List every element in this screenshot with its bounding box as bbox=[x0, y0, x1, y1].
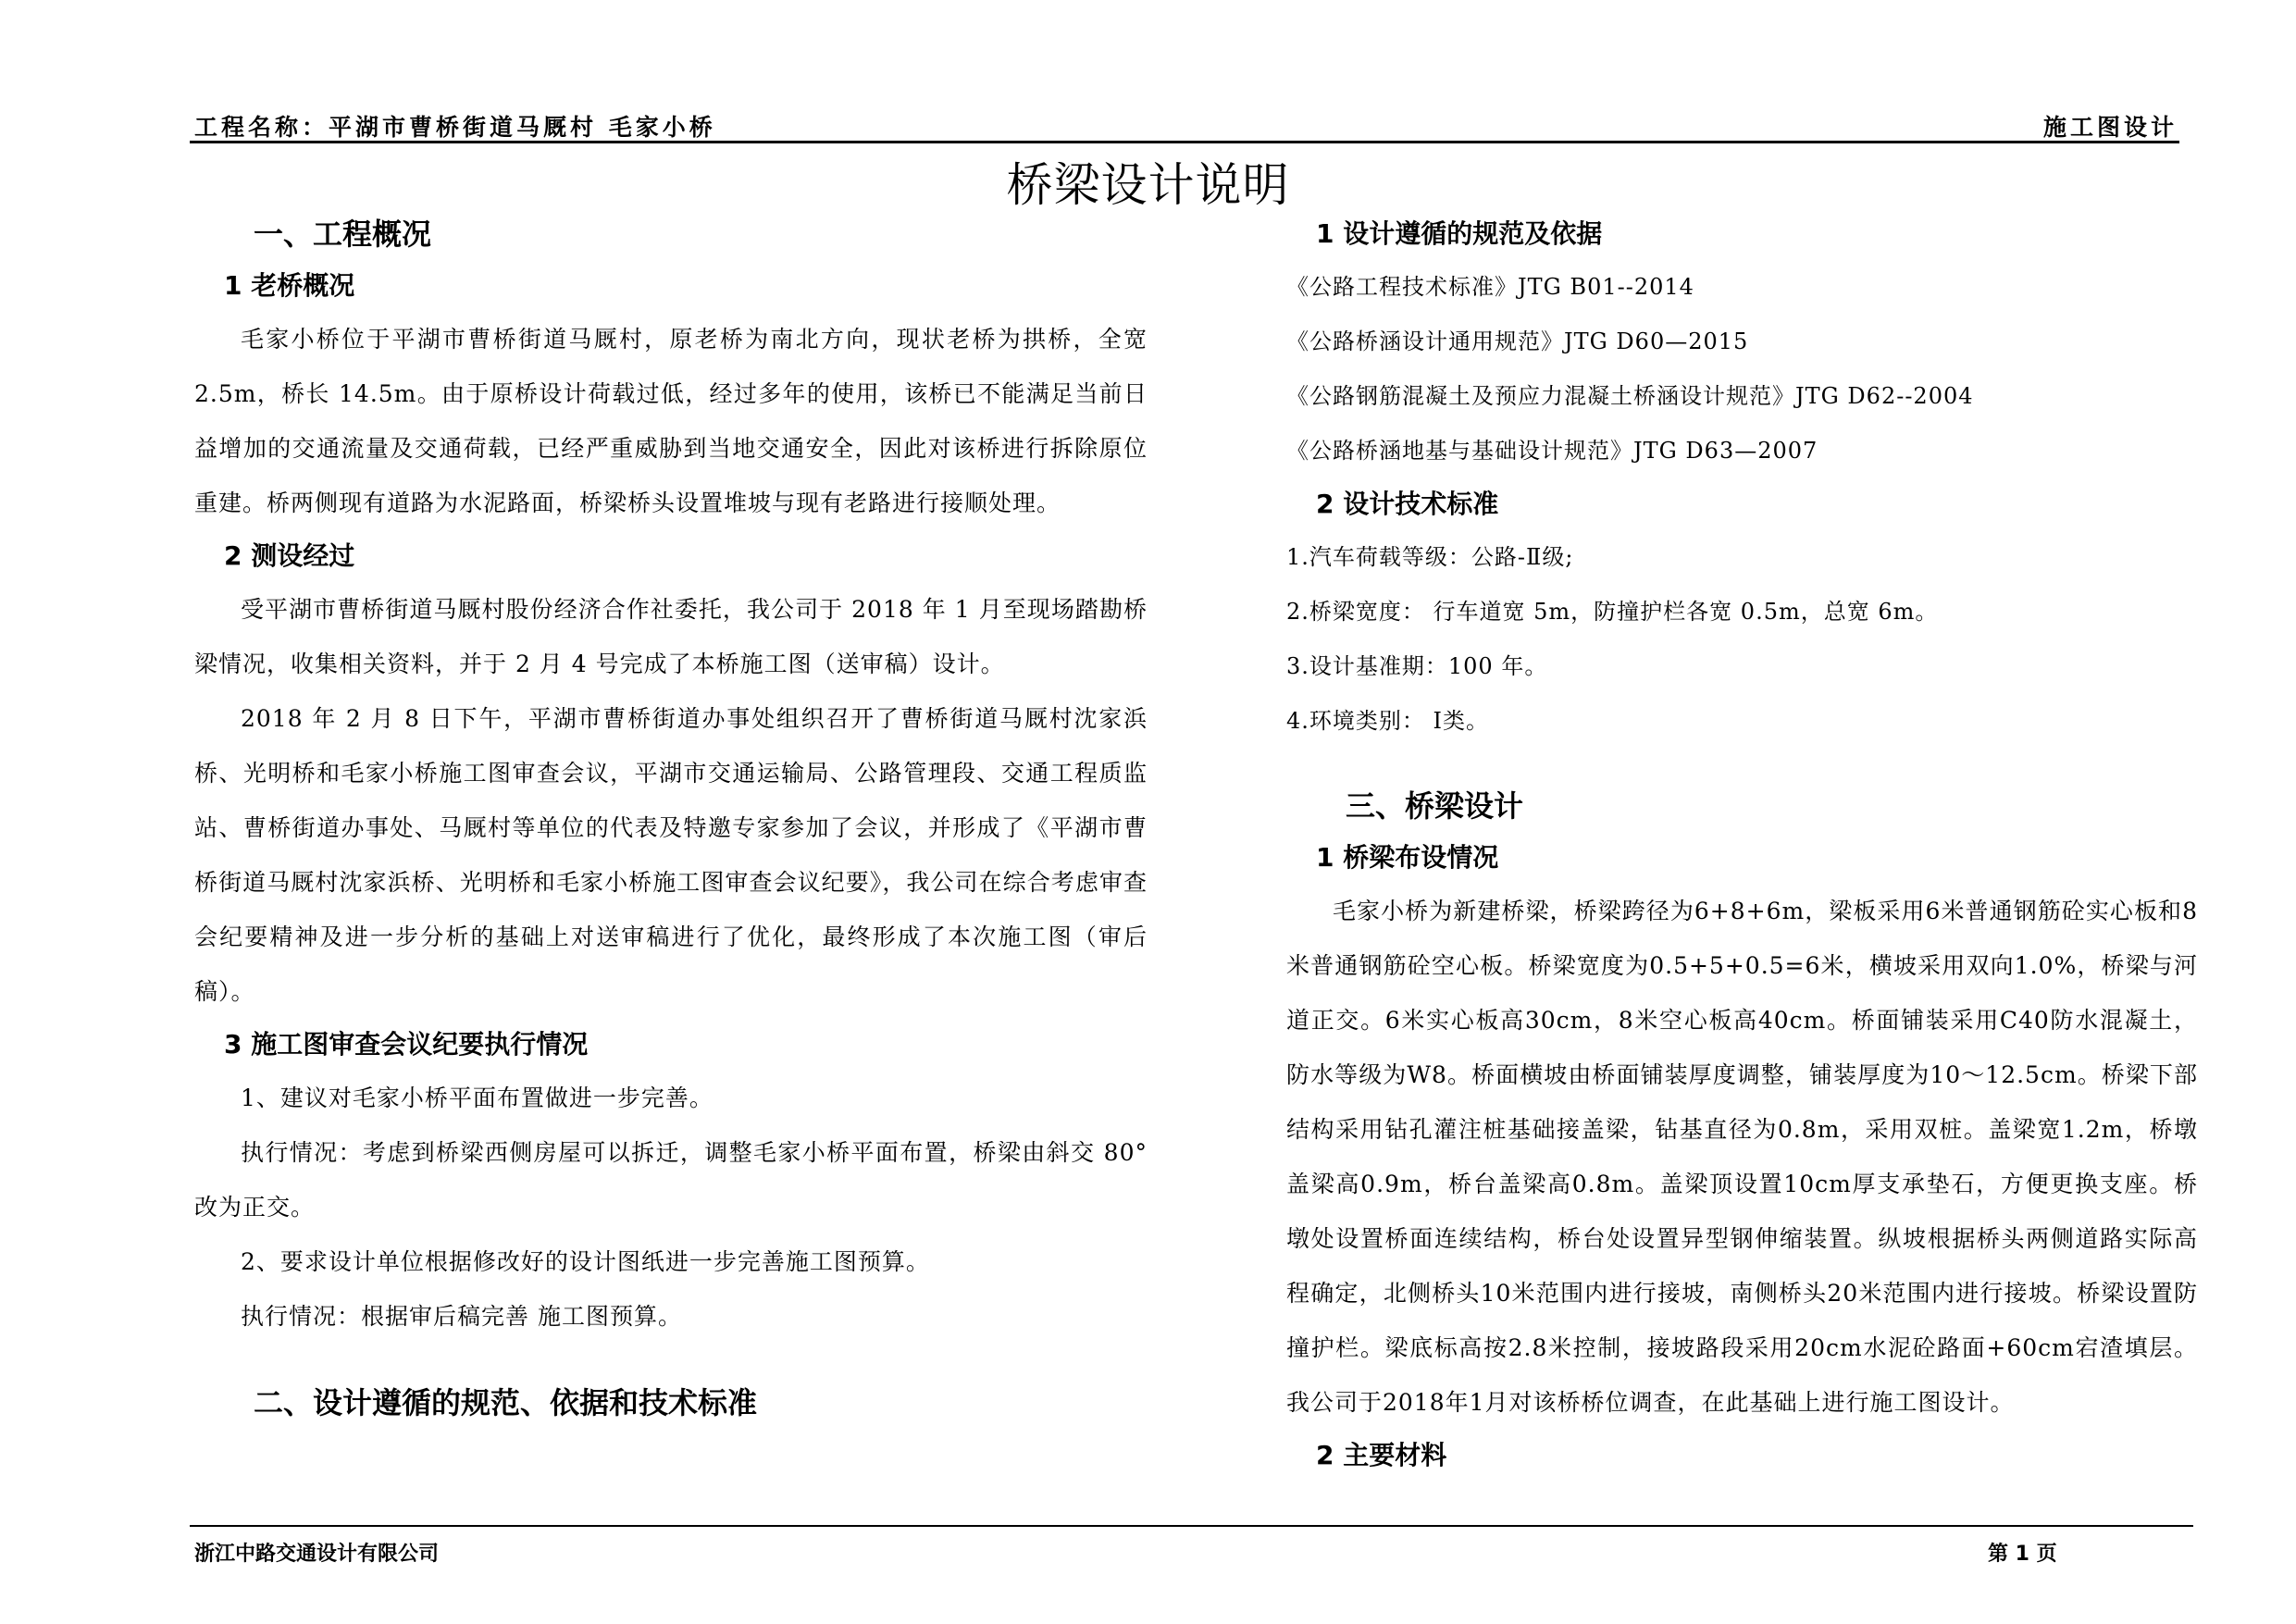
page-number: 第 1 页 bbox=[1988, 1543, 2057, 1566]
subheading-materials: 2 主要材料 bbox=[1316, 1440, 1447, 1470]
design-stage-header: 施工图设计 bbox=[2042, 114, 2178, 141]
header-rule bbox=[190, 141, 2179, 143]
subheading-codes: 1 设计遵循的规范及依据 bbox=[1316, 218, 1603, 249]
tech-standard-item: 3.设计基准期：100 年。 bbox=[1286, 653, 1548, 679]
code-reference: 《公路桥涵地基与基础设计规范》JTG D63—2007 bbox=[1286, 438, 1818, 464]
code-reference: 《公路桥涵设计通用规范》JTG D60—2015 bbox=[1286, 329, 1749, 354]
section-spacer bbox=[194, 1344, 1148, 1377]
company-name: 浙江中路交通设计有限公司 bbox=[194, 1543, 440, 1566]
section-heading-standards: 二、设计遵循的规范、依据和技术标准 bbox=[254, 1385, 758, 1420]
tech-standard-item: 2.桥梁宽度： 行车道宽 5m，防撞护栏各宽 0.5m，总宽 6m。 bbox=[1286, 599, 1939, 625]
section-heading-overview: 一、工程概况 bbox=[254, 217, 432, 252]
tech-standard-item: 4.环境类别： Ⅰ类。 bbox=[1286, 708, 1490, 734]
paragraph-review-meeting: 2018 年 2 月 8 日下午，平湖市曹桥街道办事处组织召开了曹桥街道马厩村沈家浜桥、光明桥和毛家小桥施工图审查会议，平湖市交通运输局、公路管理段、交通工程质监站、曹桥街道办事处、马厩村等单位的代表及特邀专家参加了会议，并形成了《平湖市曹桥街道马厩村沈家浜桥、光明桥和毛家小桥施工图审查会议纪要》，我公司在综合考虑审查会纪要精神及进一步分析的基础上对送审稿进行了优化，最终形成了本次施工图（审后稿）。 bbox=[194, 705, 1148, 1005]
subheading-tech-standards: 2 设计技术标准 bbox=[1316, 489, 1499, 519]
project-name-header: 工程名称：平湖市曹桥街道马厩村 毛家小桥 bbox=[194, 114, 716, 141]
subheading-survey: 2 测设经过 bbox=[224, 540, 355, 571]
code-reference: 《公路工程技术标准》JTG B01--2014 bbox=[1286, 274, 1694, 300]
paragraph-item-1: 1、建议对毛家小桥平面布置做进一步完善。 bbox=[241, 1085, 714, 1111]
subheading-review-minutes: 3 施工图审查会议纪要执行情况 bbox=[224, 1029, 589, 1060]
section-heading-bridge-design: 三、桥梁设计 bbox=[1346, 788, 1524, 824]
subheading-old-bridge: 1 老桥概况 bbox=[224, 270, 355, 301]
paragraph-old-bridge: 毛家小桥位于平湖市曹桥街道马厩村，原老桥为南北方向，现状老桥为拱桥，全宽 2.5m，桥长 14.5m。由于原桥设计荷载过低，经过多年的使用，该桥已不能满足当前日益增加的交通流量及交通荷载，已经严重威胁到当地交通安全，因此对该桥进行拆除原位重建。桥两侧现有道路为水泥路面，桥梁桥头设置堆坡与现有老路进行接顺处理。 bbox=[194, 326, 1148, 516]
right-column bbox=[1286, 208, 2198, 1481]
paragraph-execution-2: 执行情况：根据审后稿完善 施工图预算。 bbox=[241, 1303, 682, 1330]
paragraph-item-2: 2、要求设计单位根据修改好的设计图纸进一步完善施工图预算。 bbox=[241, 1248, 930, 1275]
section-spacer bbox=[1286, 749, 2198, 780]
tech-standard-item: 1.汽车荷载等级：公路-Ⅱ级; bbox=[1286, 544, 1574, 570]
paragraph-survey: 受平湖市曹桥街道马厩村股份经济合作社委托，我公司于 2018 年 1 月至现场踏勘桥梁情况，收集相关资料，并于 2 月 4 号完成了本桥施工图（送审稿）设计。 bbox=[194, 596, 1148, 677]
subheading-layout: 1 桥梁布设情况 bbox=[1316, 842, 1499, 873]
code-reference: 《公路钢筋混凝土及预应力混凝土桥涵设计规范》JTG D62--2004 bbox=[1286, 383, 1974, 409]
footer-rule bbox=[190, 1525, 2193, 1527]
paragraph-bridge-layout: 毛家小桥为新建桥梁，桥梁跨径为6+8+6m，梁板采用6米普通钢筋砼实心板和8米普通钢筋砼空心板。桥梁宽度为0.5+5+0.5=6米，横坡采用双向1.0%，桥梁与河道正交。6米实心板高30cm，8米空心板高40cm。桥面铺装采用C40防水混凝土，防水等级为W8。桥面横坡由桥面铺装厚度调整，铺装厚度为10～12.5cm。桥梁下部结构采用钻孔灌注桩基础接盖梁，钻基直径为0.8m，采用双桩。盖梁宽1.2m，桥墩盖梁高0.9m，桥台盖梁高0.8m。盖梁顶设置10cm厚支承垫石，方便更换支座。桥墩处设置桥面连续结构，桥台处设置异型钢伸缩装置。纵坡根据桥头两侧道路实际高程确定，北侧桥头10米范围内进行接坡，南侧桥头20米范围内进行接坡。桥梁设置防撞护栏。梁底标高按2.8米控制，接坡路段采用20cm水泥砼路面+60cm宕渣填层。我公司于2018年1月对该桥桥位调查，在此基础上进行施工图设计。 bbox=[1286, 898, 2198, 1416]
page-title: 桥梁设计说明 bbox=[1006, 158, 1290, 212]
left-column bbox=[194, 208, 1148, 1429]
paragraph-execution-1: 执行情况：考虑到桥梁西侧房屋可以拆迁，调整毛家小桥平面布置，桥梁由斜交 80° 改为正交。 bbox=[194, 1139, 1148, 1221]
